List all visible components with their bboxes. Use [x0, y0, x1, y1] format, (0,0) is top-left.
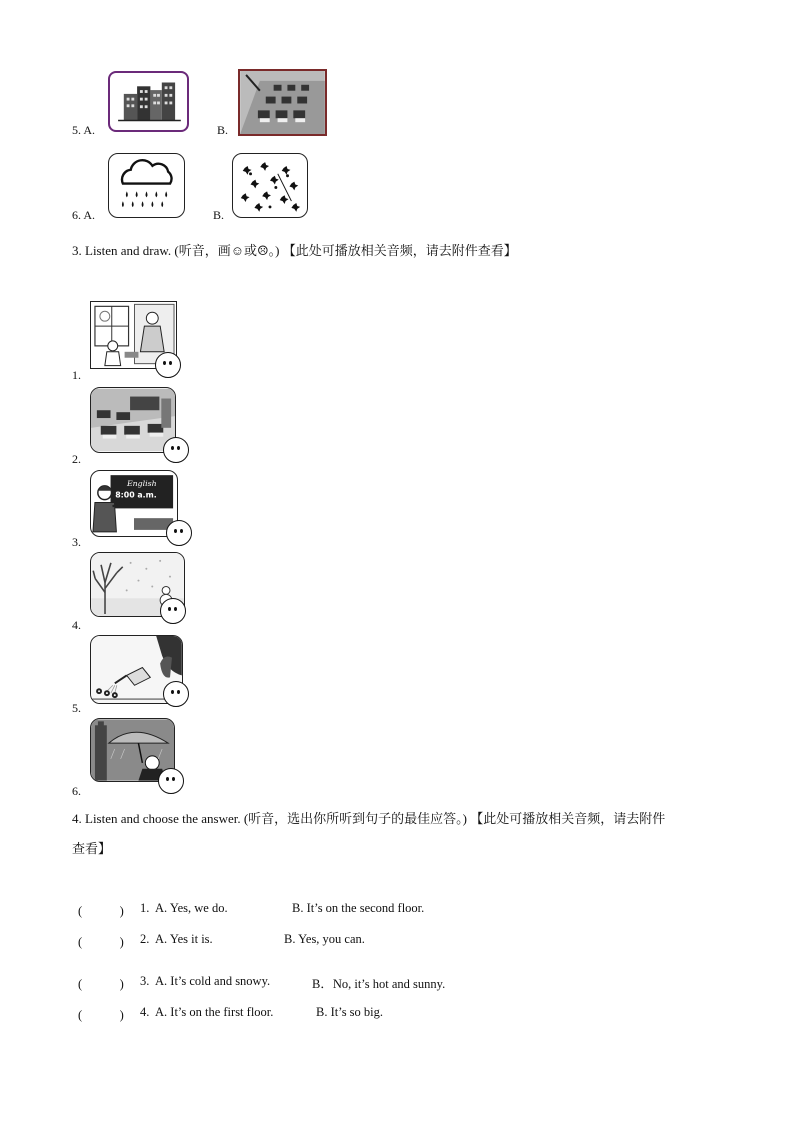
draw-item-4-number: 4.: [72, 618, 81, 632]
option-a[interactable]: A. It’s on the first floor.: [155, 1005, 274, 1019]
draw-item-2-number: 2.: [72, 452, 81, 466]
board-text-line1: English: [126, 478, 157, 488]
section-4-heading-continued: 查看】: [72, 841, 112, 856]
option-a[interactable]: A. Yes, we do.: [155, 901, 228, 915]
question-number: 3.: [140, 974, 150, 988]
draw-face-1[interactable]: [155, 352, 181, 378]
item-5-number: 5. A.: [72, 123, 96, 137]
classroom-icon: [90, 387, 176, 453]
draw-item-5-number: 5.: [72, 701, 81, 715]
draw-face-2[interactable]: [163, 437, 189, 463]
draw-face-4[interactable]: [160, 598, 186, 624]
answer-blank[interactable]: ( ): [78, 935, 124, 949]
draw-item-3-number: 3.: [72, 535, 81, 549]
section-3-heading: 3. Listen and draw. (听音，画☺或☹。) 【此处可播放相关音频，请去附件查看】: [72, 243, 517, 258]
option-b[interactable]: B. It’s so big.: [316, 1005, 384, 1019]
buildings-icon: [108, 71, 189, 132]
board-text-line2: 8:00 a.m.: [115, 490, 157, 500]
falling-leaves-icon: [232, 153, 308, 218]
draw-item-1-number: 1.: [72, 368, 81, 382]
option-a[interactable]: A. Yes it is.: [155, 932, 213, 946]
section-4-heading: 4. Listen and choose the answer. (听音，选出你所听到句子的最佳应答。) 【此处可播放相关音频，请去附件: [72, 811, 666, 826]
english-class-icon: [90, 470, 178, 537]
option-a[interactable]: A. It’s cold and snowy.: [155, 974, 271, 988]
question-number: 2.: [140, 932, 150, 946]
option-b[interactable]: B. Yes, you can.: [284, 932, 365, 946]
item-5-b-label: B.: [217, 123, 229, 137]
draw-item-6-number: 6.: [72, 784, 81, 798]
answer-blank[interactable]: ( ): [78, 1008, 124, 1022]
rain-cloud-icon: [108, 153, 185, 218]
item-6-number: 6. A.: [72, 208, 96, 222]
option-b[interactable]: B. It’s on the second floor.: [292, 901, 425, 915]
item-6-b-label: B.: [213, 208, 225, 222]
office-desks-icon: [238, 69, 327, 136]
option-b[interactable]: B．No, it’s hot and sunny.: [312, 977, 446, 991]
answer-blank[interactable]: ( ): [78, 904, 124, 918]
question-number: 4.: [140, 1005, 150, 1019]
draw-face-5[interactable]: [163, 681, 189, 707]
draw-face-6[interactable]: [158, 768, 184, 794]
question-number: 1.: [140, 901, 150, 915]
draw-face-3[interactable]: [166, 520, 192, 546]
answer-blank[interactable]: ( ): [78, 977, 124, 991]
